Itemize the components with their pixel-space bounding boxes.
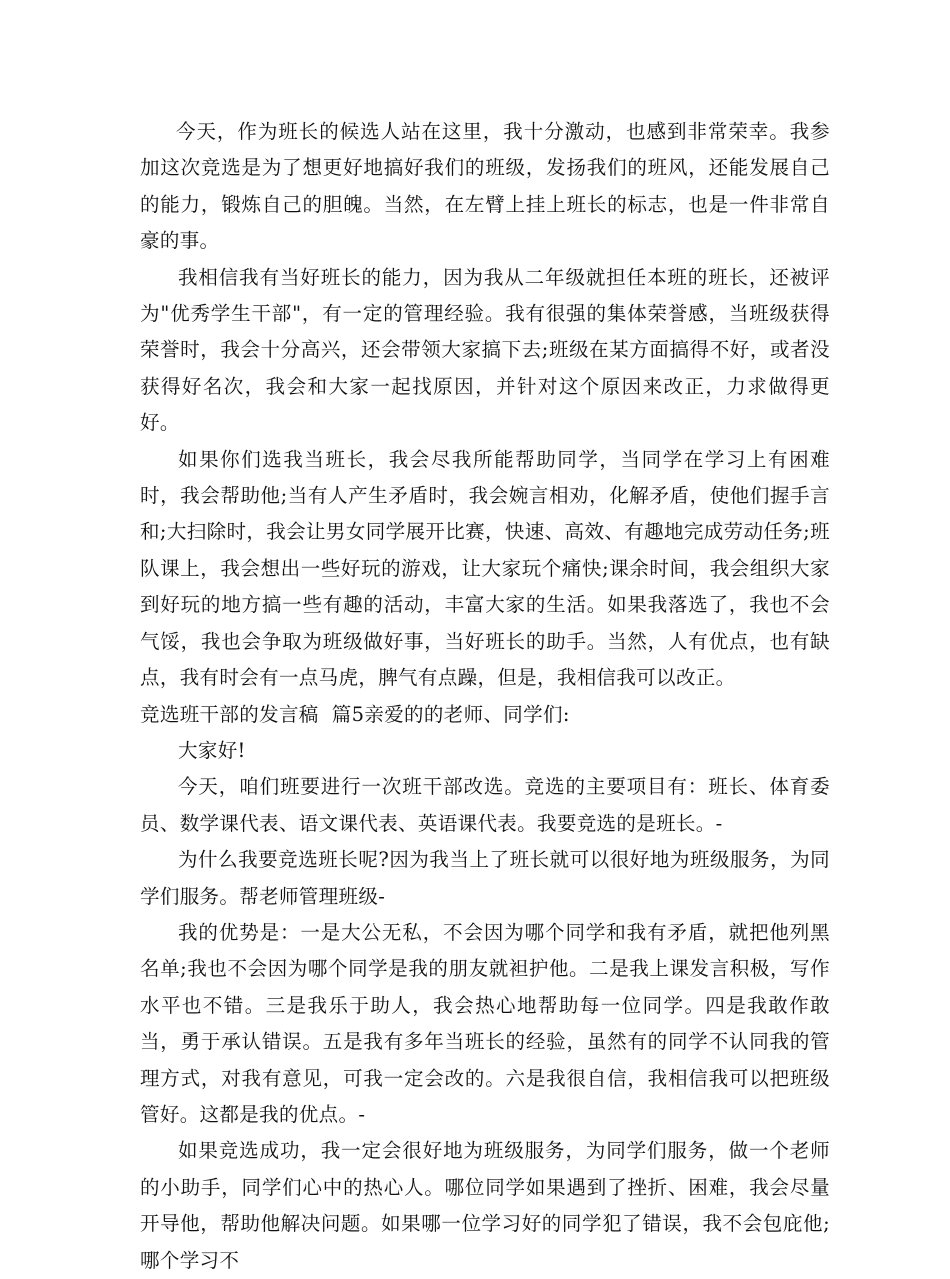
section-heading: 竞选班干部的发言稿 篇5亲爱的的老师、同学们: bbox=[140, 702, 570, 726]
paragraph-3: 如果你们选我当班长，我会尽我所能帮助同学，当同学在学习上有困难时，我会帮助他;当有人产生矛盾时，我会婉言相劝，化解矛盾，使他们握手言和;大扫除时，我会让男女同学展开比赛，快速、高效、有趣地完成劳动任务;班队课上，我会想出一些好玩的游戏，让大家玩个痛快;课余时间，我会组织大家到好玩的地方搞一些有趣的活动，丰富大家的生活。如果我落选了，我也不会气馁，我也会争取为班级做好事，当好班长的助手。当然，人有优点，也有缺点，我有时会有一点马虎，脾气有点躁，但是，我相信我可以改正。 bbox=[140, 447, 830, 690]
greeting: 大家好! bbox=[178, 738, 246, 762]
paragraph-4: 今天，咱们班要进行一次班干部改选。竞选的主要项目有：班长、体育委员、数学课代表、语文课代表、英语课代表。我要竞选的是班长。- bbox=[140, 775, 830, 835]
paragraph-5: 为什么我要竞选班长呢?因为我当上了班长就可以很好地为班级服务，为同学们服务。帮老师管理班级- bbox=[140, 848, 830, 908]
document-page bbox=[140, 114, 830, 1279]
paragraph-7: 如果竞选成功，我一定会很好地为班级服务，为同学们服务，做一个老师的小助手，同学们心中的热心人。哪位同学如果遇到了挫折、困难，我会尽量开导他，帮助他解决问题。如果哪一位学习好的同学犯了错误，我不会包庇他;哪个学习不 bbox=[140, 1139, 830, 1272]
paragraph-6: 我的优势是：一是大公无私，不会因为哪个同学和我有矛盾，就把他列黑名单;我也不会因为哪个同学是我的朋友就袒护他。二是我上课发言积极，写作水平也不错。三是我乐于助人，我会热心地帮助每一位同学。四是我敢作敢当，勇于承认错误。五是我有多年当班长的经验，虽然有的同学不认同我的管理方式，对我有意见，可我一定会改的。六是我很自信，我相信我可以把班级管好。这都是我的优点。- bbox=[140, 920, 830, 1126]
paragraph-2: 我相信我有当好班长的能力，因为我从二年级就担任本班的班长，还被评为"优秀学生干部"，有一定的管理经验。我有很强的集体荣誉感，当班级获得荣誉时，我会十分高兴，还会带领大家搞下去;班级在某方面搞得不好，或者没获得好名次，我会和大家一起找原因，并针对这个原因来改正，力求做得更好。 bbox=[140, 265, 830, 435]
paragraph-1: 今天，作为班长的候选人站在这里，我十分激动，也感到非常荣幸。我参加这次竞选是为了想更好地搞好我们的班级，发扬我们的班风，还能发展自己的能力，锻炼自己的胆魄。当然，在左臂上挂上班长的标志，也是一件非常自豪的事。 bbox=[140, 120, 830, 253]
